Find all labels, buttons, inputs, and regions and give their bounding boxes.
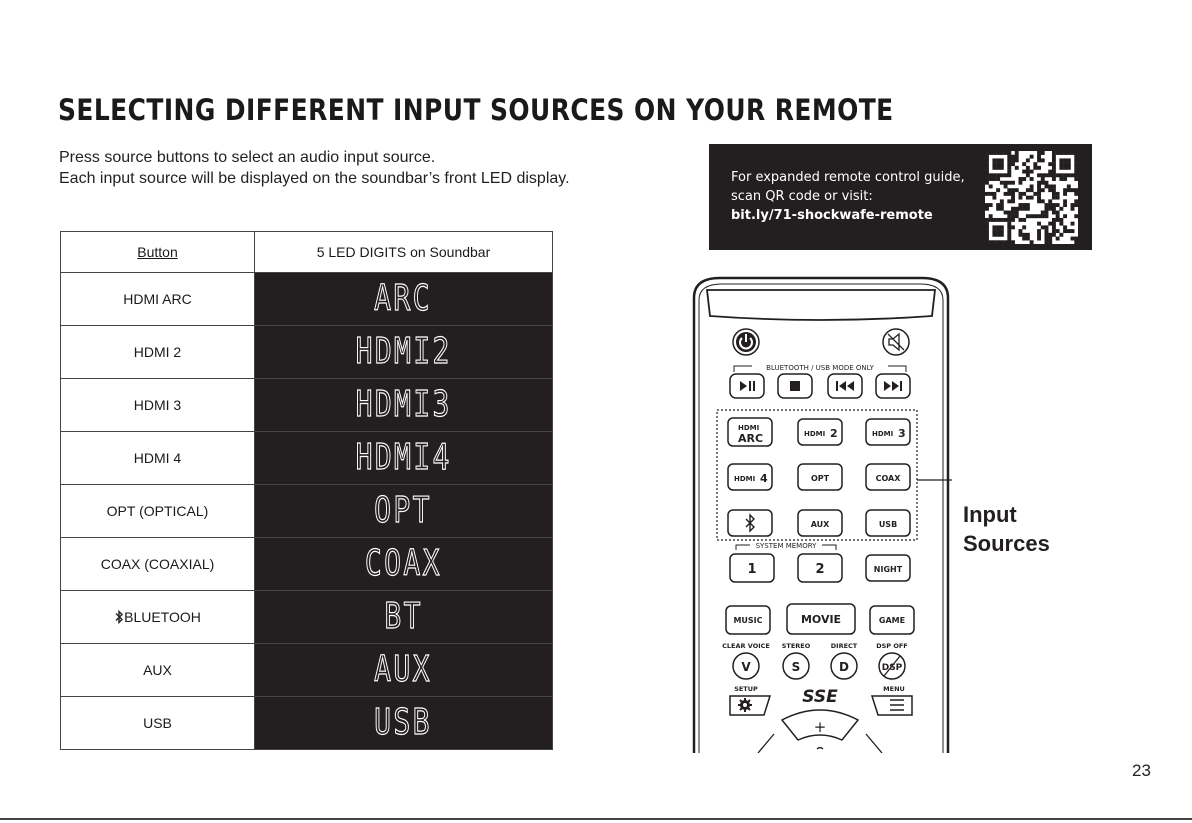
- led-text: COAX: [364, 543, 442, 584]
- row-led-display: [255, 273, 553, 326]
- aux-button[interactable]: [798, 510, 842, 536]
- svg-text:HDMI: HDMI: [734, 475, 756, 483]
- dsp-off-button[interactable]: [879, 653, 905, 679]
- stereo-button[interactable]: [783, 653, 809, 679]
- table-row: [61, 697, 553, 750]
- row-led-display: [255, 379, 553, 432]
- intro-text: [59, 147, 570, 189]
- setup-button[interactable]: [730, 696, 770, 715]
- qr-info-url[interactable]: bit.ly/71-shockwafe-remote: [731, 208, 933, 223]
- svg-text:HDMI: HDMI: [738, 424, 760, 432]
- table-header-row: [61, 232, 553, 273]
- svg-text:HDMI: HDMI: [872, 430, 894, 438]
- led-text: USB: [374, 702, 433, 743]
- menu-button[interactable]: [872, 696, 912, 715]
- input-sources-callout-line-2: Sources: [963, 531, 1050, 556]
- row-button-label: HDMI 2: [61, 326, 255, 379]
- table-row: [61, 273, 553, 326]
- row-led-display: [255, 591, 553, 644]
- clear-voice-button[interactable]: [733, 653, 759, 679]
- row-button-label: HDMI ARC: [61, 273, 255, 326]
- stop-button[interactable]: [778, 374, 812, 398]
- row-led-display: [255, 538, 553, 591]
- svg-text:S: S: [791, 660, 801, 674]
- table-row: [61, 591, 553, 644]
- brand-logo: SSE: [802, 687, 838, 707]
- direct-label: DIRECT: [830, 642, 858, 650]
- svg-text:AUX: AUX: [810, 520, 830, 529]
- direct-button[interactable]: [831, 653, 857, 679]
- night-button[interactable]: [866, 555, 910, 581]
- hdmi-arc-button[interactable]: [728, 418, 772, 446]
- row-button-label: HDMI 4: [61, 432, 255, 485]
- led-text: HDMI4: [355, 437, 452, 478]
- memory-1-button[interactable]: [730, 554, 774, 582]
- stereo-label: STEREO: [781, 642, 811, 650]
- led-text: HDMI3: [355, 384, 452, 425]
- input-sources-callout: [963, 500, 1050, 558]
- svg-text:DSP: DSP: [881, 663, 903, 673]
- qr-info-line-1: For expanded remote control guide,: [731, 170, 965, 185]
- svg-text:2: 2: [815, 562, 825, 577]
- table-row: [61, 538, 553, 591]
- svg-text:HDMI: HDMI: [804, 430, 826, 438]
- row-led-display: [255, 432, 553, 485]
- table-row: [61, 485, 553, 538]
- remote-control-illustration: [690, 268, 952, 753]
- row-led-display: [255, 697, 553, 750]
- table-row: [61, 379, 553, 432]
- led-text: OPT: [374, 490, 433, 531]
- game-button[interactable]: [870, 606, 914, 634]
- hdmi-3-button[interactable]: [866, 419, 910, 445]
- table-row: [61, 432, 553, 485]
- play-pause-button[interactable]: [730, 374, 764, 398]
- input-source-table: [60, 231, 553, 750]
- svg-text:OPT: OPT: [810, 474, 830, 483]
- previous-track-button[interactable]: [828, 374, 862, 398]
- led-text: BT: [384, 596, 423, 637]
- page-number: 23: [1132, 761, 1151, 780]
- svg-text:GAME: GAME: [878, 616, 906, 625]
- row-button-label: USB: [61, 697, 255, 750]
- input-sources-callout-line-1: Input: [963, 502, 1017, 527]
- bluetooth-row-text: BLUETOOH: [124, 609, 201, 625]
- memory-2-button[interactable]: [798, 554, 842, 582]
- hdmi-2-button[interactable]: [798, 419, 842, 445]
- row-button-label: HDMI 3: [61, 379, 255, 432]
- qr-info-text: [731, 168, 965, 225]
- bluetooth-icon: [114, 609, 124, 625]
- power-button[interactable]: [733, 329, 759, 355]
- svg-text:3: 3: [898, 427, 906, 440]
- stop-icon: [790, 381, 800, 391]
- row-button-label: AUX: [61, 644, 255, 697]
- menu-label: MENU: [883, 685, 905, 693]
- qr-code-image[interactable]: [985, 151, 1078, 244]
- svg-text:4: 4: [760, 472, 768, 485]
- mute-button[interactable]: [883, 329, 909, 355]
- svg-text:1: 1: [747, 562, 757, 577]
- qr-info-box: [709, 144, 1092, 250]
- row-led-display: [255, 644, 553, 697]
- opt-button[interactable]: [798, 464, 842, 490]
- row-led-display: [255, 485, 553, 538]
- led-text: HDMI2: [355, 331, 452, 372]
- bt-usb-mode-label: BLUETOOTH / USB MODE ONLY: [766, 364, 874, 372]
- led-text: ARC: [374, 278, 433, 319]
- svg-text:MUSIC: MUSIC: [733, 616, 763, 625]
- table-row: [61, 326, 553, 379]
- header-button: Button: [61, 232, 255, 273]
- clear-voice-label: CLEAR VOICE: [722, 642, 770, 650]
- table-row: [61, 644, 553, 697]
- coax-button[interactable]: [866, 464, 910, 490]
- svg-text:ARC: ARC: [738, 432, 764, 445]
- svg-text:NIGHT: NIGHT: [873, 565, 903, 574]
- footer-divider: [0, 818, 1192, 820]
- intro-line-2: Each input source will be displayed on the soundbar’s front LED display.: [59, 170, 570, 187]
- row-button-label: [61, 591, 255, 644]
- row-button-label: COAX (COAXIAL): [61, 538, 255, 591]
- ir-window: [707, 290, 935, 320]
- svg-text:MOVIE: MOVIE: [800, 613, 842, 626]
- row-button-label: OPT (OPTICAL): [61, 485, 255, 538]
- page-title: SELECTING DIFFERENT INPUT SOURCES ON YOUR REMOTE: [58, 93, 894, 127]
- gear-icon: [738, 698, 752, 712]
- dsp-off-label: DSP OFF: [876, 642, 908, 650]
- svg-text:2: 2: [830, 427, 838, 440]
- system-memory-label: SYSTEM MEMORY: [755, 542, 817, 550]
- bluetooth-button[interactable]: [728, 510, 772, 536]
- svg-text:COAX: COAX: [875, 474, 901, 483]
- movie-button[interactable]: [787, 604, 855, 634]
- svg-text:D: D: [839, 660, 849, 674]
- usb-button[interactable]: [866, 510, 910, 536]
- setup-label: SETUP: [734, 685, 758, 693]
- music-button[interactable]: [726, 606, 770, 634]
- svg-text:V: V: [741, 660, 751, 674]
- led-text: AUX: [374, 649, 433, 690]
- header-led-digits: 5 LED DIGITS on Soundbar: [255, 232, 553, 273]
- svg-text:+: +: [813, 718, 827, 736]
- hdmi-4-button[interactable]: [728, 464, 772, 490]
- intro-line-1: Press source buttons to select an audio input source.: [59, 149, 436, 166]
- qr-info-line-2: scan QR code or visit:: [731, 189, 873, 204]
- row-led-display: [255, 326, 553, 379]
- qr-code-graphic: [985, 151, 1078, 244]
- next-track-button[interactable]: [876, 374, 910, 398]
- svg-text:USB: USB: [878, 520, 898, 529]
